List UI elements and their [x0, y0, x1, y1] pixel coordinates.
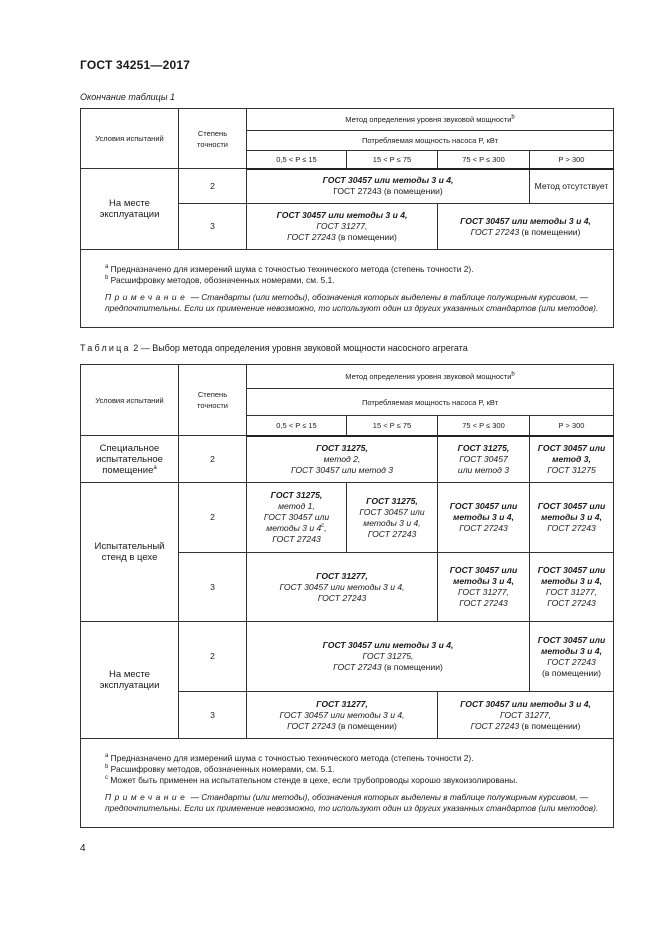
t2-footnote-b: $^b$ Расшифровку методов, обозначенных номерами, см. 5.1. — [105, 763, 335, 774]
document-code: ГОСТ 34251—2017 — [80, 58, 191, 72]
t1-r2-no-method: Метод отсутствует — [530, 169, 614, 204]
t1-r3-methods-ab: ГОСТ 30457 или методы 3 и 4, ГОСТ 31277, ГОСТ 27243 (в помещении) — [247, 204, 438, 250]
table2-caption: Таблица 2 — Выбор метода определения уровня звуковой мощности насосного агрегата — [80, 343, 468, 353]
t2-header-method: Метод определения уровня звуковой мощности$^b$ — [247, 365, 614, 389]
t1-header-accuracy: Степень точности — [179, 109, 247, 169]
t2-site-r3-ab: ГОСТ 31277, ГОСТ 30457 или методы 3 и 4, ГОСТ 27243 (в помещении) — [247, 692, 438, 739]
t1-r3-methods-cd: ГОСТ 30457 или методы 3 и 4, ГОСТ 27243 (в помещении) — [438, 204, 614, 250]
t2-special-methods-ab: ГОСТ 31275, метод 2, ГОСТ 30457 или метод 3 — [247, 436, 438, 483]
t2-header-conditions: Условия испытаний — [81, 365, 179, 436]
t1-header-power: Потребляемая мощность насоса P, кВт — [247, 131, 614, 151]
t1-note: Примечание — Стандарты (или методы), обозначения которых выделены в таблице полужирным курсивом, — предпочтительны. Если их применение невозможно, то используют один из других указанных стандартов (или методов). — [105, 291, 599, 313]
t2-stand-r3-ab: ГОСТ 31277, ГОСТ 30457 или методы 3 и 4, ГОСТ 27243 — [247, 553, 438, 622]
t1-header-conditions: Условия испытаний — [81, 109, 179, 169]
t2-stand-r3-d: ГОСТ 30457 или методы 3 и 4, ГОСТ 31277, ГОСТ 27243 — [530, 553, 614, 622]
t2-range-2: 15 < P ≤ 75 — [347, 416, 438, 436]
t1-grade-2: 2 — [179, 169, 247, 204]
t2-range-3: 75 < P ≤ 300 — [438, 416, 530, 436]
t2-footnote-a: $^a$ Предназначено для измерений шума с точностью технического метода (степень точности 2). — [105, 752, 474, 763]
t2-special-grade: 2 — [179, 436, 247, 483]
t1-range-1: 0,5 < P ≤ 15 — [247, 151, 347, 169]
t2-header-power: Потребляемая мощность насоса P, кВт — [247, 389, 614, 416]
t2-special-methods-c: ГОСТ 31275, ГОСТ 30457 или метод 3 — [438, 436, 530, 483]
t2-condition-site: На месте эксплуатации — [81, 622, 179, 739]
t1-grade-3: 3 — [179, 204, 247, 250]
t2-stand-grade-3: 3 — [179, 553, 247, 622]
t2-stand-r3-c: ГОСТ 30457 или методы 3 и 4, ГОСТ 31277, ГОСТ 27243 — [438, 553, 530, 622]
t2-stand-r2-d: ГОСТ 30457 или методы 3 и 4, ГОСТ 27243 — [530, 483, 614, 553]
t2-condition-special-room: Специальное испытательное помещение$^a$ — [81, 436, 179, 483]
t2-stand-r2-a: ГОСТ 31275, метод 1, ГОСТ 30457 или методы 3 и 4$^c$, ГОСТ 27243 — [247, 483, 347, 553]
table2 — [80, 364, 614, 828]
t2-site-grade-3: 3 — [179, 692, 247, 739]
t2-stand-grade-2: 2 — [179, 483, 247, 553]
t2-special-methods-d: ГОСТ 30457 или метод 3, ГОСТ 31275 — [530, 436, 614, 483]
t1-range-3: 75 < P ≤ 300 — [438, 151, 530, 169]
t1-footnote-b: $^b$ Расшифровку методов, обозначенных номерами, см. 5.1. — [105, 274, 335, 285]
table1-caption: Окончание таблицы 1 — [80, 92, 175, 102]
t1-range-4: P > 300 — [530, 151, 614, 169]
t2-range-1: 0,5 < P ≤ 15 — [247, 416, 347, 436]
t2-header-accuracy: Степень точности — [179, 365, 247, 436]
t1-notes — [81, 250, 614, 328]
t2-note: Примечание — Стандарты (или методы), обозначения которых выделены в таблице полужирным курсивом, — предпочтительны. Если их применение невозможно, то используют один из других указанных стандартов (или методов). — [105, 791, 599, 813]
t1-r2-methods: ГОСТ 30457 или методы 3 и 4, ГОСТ 27243 (в помещении) — [247, 169, 530, 204]
page-number: 4 — [80, 843, 86, 854]
t1-header-method: Метод определения уровня звуковой мощности$^b$ — [247, 109, 614, 131]
t2-site-r2-d: ГОСТ 30457 или методы 3 и 4, ГОСТ 27243 (в помещении) — [530, 622, 614, 692]
t2-site-r2-abc: ГОСТ 30457 или методы 3 и 4, ГОСТ 31275, ГОСТ 27243 (в помещении) — [247, 622, 530, 692]
t1-range-2: 15 < P ≤ 75 — [347, 151, 438, 169]
t2-stand-r2-b: ГОСТ 31275, ГОСТ 30457 или методы 3 и 4, ГОСТ 27243 — [347, 483, 438, 553]
table1 — [80, 108, 614, 328]
t2-site-grade-2: 2 — [179, 622, 247, 692]
t2-notes — [81, 739, 614, 828]
t2-footnote-c: $^c$ Может быть применен на испытательном стенде в цехе, если трубопроводы хорошо звукоизолированы. — [105, 774, 518, 785]
t2-condition-test-stand: Испытательный стенд в цехе — [81, 483, 179, 622]
t2-stand-r2-c: ГОСТ 30457 или методы 3 и 4, ГОСТ 27243 — [438, 483, 530, 553]
t2-site-r3-cd: ГОСТ 30457 или методы 3 и 4, ГОСТ 31277, ГОСТ 27243 (в помещении) — [438, 692, 614, 739]
t2-range-4: P > 300 — [530, 416, 614, 436]
t1-footnote-a: $^a$ Предназначено для измерений шума с точностью технического метода (степень точности 2). — [105, 263, 474, 274]
t1-condition-site: На месте эксплуатации — [81, 169, 179, 250]
